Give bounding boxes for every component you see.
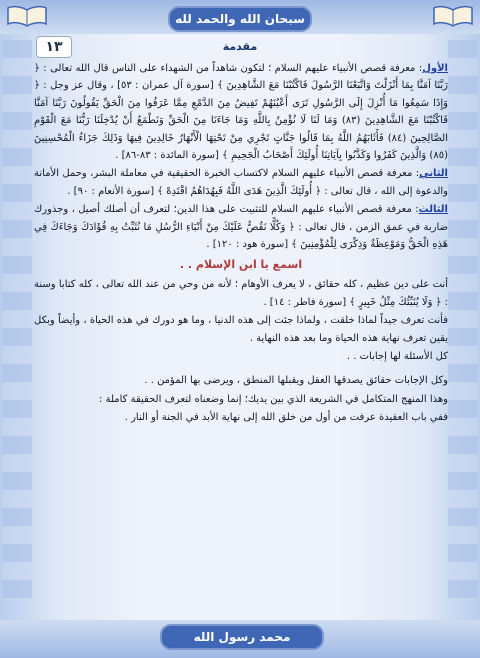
paragraph: كل الأسئلة لها إجابات . . xyxy=(346,350,448,362)
right-side-ornament xyxy=(448,40,478,600)
paragraph-first xyxy=(34,60,448,164)
point-label: الثاني xyxy=(419,168,448,180)
point-label: الأول xyxy=(422,63,448,74)
paragraph: ففي باب العقيدة عرفت من أول من خلق الله إلى نهاية الأبد في الجنة أو النار . xyxy=(124,412,448,424)
paragraph: فأنت تعرف جيداً لماذا خلقت ، ولماذا جئت إلى هذه الدنيا ، وما هو دورك في هذه الحياة ، وأيضاً وبكل يقين تعرف نهاية هذه الحياة وما بعد هذه النهاية . xyxy=(34,315,448,344)
open-book-icon xyxy=(6,4,48,28)
paragraph-second xyxy=(34,165,448,200)
top-calligraphy-banner: سبحان الله والحمد لله xyxy=(168,6,312,32)
bottom-calligraphy-banner: محمد رسول الله xyxy=(160,624,324,650)
left-side-ornament xyxy=(2,40,32,600)
page-body xyxy=(34,60,448,428)
section-heading: اسمع يا ابن الإسلام . . xyxy=(179,258,303,272)
page-number: ١٣ xyxy=(36,36,72,58)
paragraph-third xyxy=(34,201,448,253)
paragraph: وكل الإجابات حقائق يصدقها العقل ويقبلها المنطق ، ويرضى بها المؤمن . . xyxy=(144,375,448,387)
paragraph: أنت على دين عظيم ، كله حقائق ، لا يعرف الأوهام ؛ لأنه من وحي من عند الله تعالى ، كله كتابا وسنة : ﴿ وَلَا يُنَبِّئُكَ مِثْلُ خَبِيرٍ ﴾ [سورة فاطر : ١٤] . xyxy=(34,279,448,308)
section-title: مقدمة xyxy=(222,40,258,53)
paragraph: وهذا المنهج المتكامل في الشريعة الذي بين يديك؛ إنما وضعناه لتعرف الحقيقة كاملة : xyxy=(99,393,448,405)
open-book-icon xyxy=(432,4,474,28)
paragraph-text: : معرفة قصص الأنبياء عليهم السلام لاكتساب الخبرة الحقيقية في معاملة البشر، وحمل الأمانة والدعوة إلى الله ، قال تعالى : ﴿ أُولَئِكَ الَّذِينَ هَدَى اللَّهُ فَبِهُدَاهُمُ اقْتَدِهْ ﴾ [سورة الأنعام : ٩٠] . xyxy=(34,168,448,197)
paragraph-text: : معرفة قصص الأنبياء عليهم السلام ؛ لتكون شاهداً من الشهداء على الناس قال الله تعالى : ﴿ رَبَّنَا آمَنَّا بِمَا أَنْزَلْتَ وَاتَّبَعْنَا الرَّسُولَ فَاكْتُبْنَا مَعَ الشَّاهِدِينَ ﴾ [سورة آل عمران : ٥٣] ، وقال عز وجل : ﴿ وَإِذَا سَمِعُوا مَا أُنْزِلَ إِلَى الرَّسُولِ تَرَى أَعْيُنَهُمْ تَفِيضُ مِنَ الدَّمْعِ مِمَّا عَرَفُوا مِنَ الْحَقِّ يَقُولُونَ رَبَّنَا آمَنَّا فَاكْتُبْنَا مَعَ الشَّاهِدِينَ (٨٣) وَمَا لَنَا لَا نُؤْمِنُ بِاللَّهِ وَمَا جَاءَنَا مِنَ الْحَقِّ وَنَطْمَعُ أَنْ يُدْخِلَنَا رَبُّنَا مَعَ الْقَوْمِ الصَّالِحِينَ (٨٤) فَأَثَابَهُمُ اللَّهُ بِمَا قَالُوا جَنَّاتٍ تَجْرِي مِنْ تَحْتِهَا الْأَنْهَارُ خَالِدِينَ فِيهَا وَذَلِكَ جَزَاءُ الْمُحْسِنِينَ (٨٥) وَالَّذِينَ كَفَرُوا وَكَذَّبُوا بِآيَاتِنَا أُولَئِكَ أَصْحَابُ الْجَحِيمِ ﴾ [سورة المائدة : ٨٣-٨٦] . xyxy=(34,63,449,161)
paragraph-text: : معرفة قصص الأنبياء عليهم السلام للتثبيت على هذا الدين؛ لتعرف أن أصلك أصيل ، وجذورك ضاربة في عمق الزمن ، قال تعالى : ﴿ وَكُلًّا نَقُصُّ عَلَيْكَ مِنْ أَنْبَاءِ الرُّسُلِ مَا نُثَبِّتُ بِهِ فُؤَادَكَ وَجَاءَكَ فِي هَذِهِ الْحَقُّ وَمَوْعِظَةٌ وَذِكْرَى لِلْمُؤْمِنِينَ ﴾ [سورة هود : ١٢٠] . xyxy=(34,204,448,250)
point-label: الثالث xyxy=(418,204,448,216)
